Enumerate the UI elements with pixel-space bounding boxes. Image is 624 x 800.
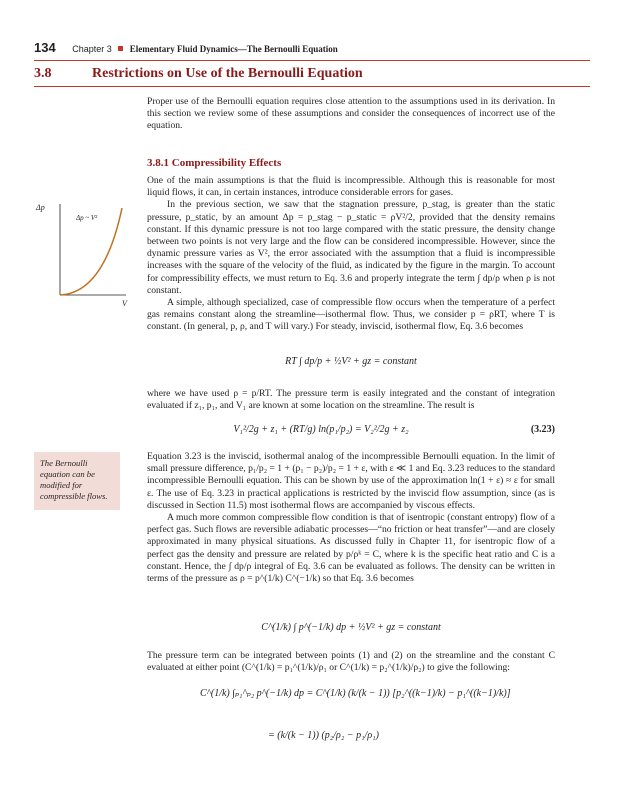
equation-3-23 xyxy=(147,424,555,435)
chapter-label: Chapter 3 xyxy=(72,44,112,54)
y-axis-label: Δp xyxy=(36,203,45,212)
section-heading xyxy=(34,66,363,82)
curve-label: Δp ~ V² xyxy=(76,214,98,222)
paragraph-3: A simple, although specialized, case of compressible flow occurs when the temperature of a perfect gas remains constant along the streamline—isothermal flow. Thus, we consider p = ρRT, where T is constant. (In general, p, ρ, and T will vary.) For steady, inviscid, isothermal flow, Eq. 3.6 becomes xyxy=(147,297,555,333)
equation-isentropic: C^(1/k) ∫ p^(−1/k) dp + ½V² + gz = constant xyxy=(261,622,441,633)
intro-paragraph: Proper use of the Bernoulli equation requires close attention to the assumptions used in its derivation. In this section we review some of these assumptions and consider the consequences of incorrect use of the equation. xyxy=(147,96,555,132)
section-rule xyxy=(34,86,590,87)
paragraph-5: Equation 3.23 is the inviscid, isothermal analog of the incompressible Bernoulli equation. In the limit of small pressure difference, p₁/p₂ = 1 + (p₁ − p₂)/p₂ = 1 + ε, with ε ≪ 1 and Eq. 3.23 reduces to the standard incompressible Bernoulli equation. This can be shown by use of the approximation ln(1 + ε) ≈ ε for small ε. The use of Eq. 3.23 in practical applications is restricted by the inviscid flow assumption, since (as is discussed in Section 11.5) most isothermal flows are accompanied by viscous effects. xyxy=(147,451,555,511)
paragraph-7: The pressure term can be integrated between points (1) and (2) on the streamline and the constant C evaluated at either point (C^(1/k) = p₁^(1/k)/ρ₁ or C^(1/k) = p₂^(1/k)/ρ₂) to give the following: xyxy=(147,650,555,674)
margin-figure xyxy=(34,198,134,310)
equation-integral: C^(1/k) ∫ₚ₁^ₚ₂ p^(−1/k) dp = C^(1/k) (k/(k − 1)) [p₂^((k−1)/k) − p₁^((k−1)/k)] xyxy=(200,688,511,699)
subsection-heading: 3.8.1 Compressibility Effects xyxy=(147,157,282,169)
page-number: 134 xyxy=(34,40,56,55)
body-block-4 xyxy=(147,650,555,674)
header-rule xyxy=(34,60,590,61)
paragraph-2: In the previous section, we saw that the stagnation pressure, p_stag, is greater than the static pressure, p_static, by an amount Δp = p_stag − p_static = ρV²/2, provided that the density remains constant. If this dynamic pressure is not too large compared with the static pressure, the density change between two points is not very large and the flow can be considered incompressible. However, since the dynamic pressure varies as V², the error associated with the assumption that a fluid is incompressible increases with the square of the velocity of the fluid, as indicated by the figure in the margin. To account for compressibility effects, we must return to Eq. 3.6 and properly integrate the term ∫ dp/ρ when ρ is not constant. xyxy=(147,199,555,296)
equation-label: (3.23) xyxy=(530,424,555,435)
paragraph-4: where we have used ρ = p/RT. The pressure term is easily integrated and the constant of integration evaluated if z₁, p₁, and V₁ are known at some location on the streamline. The result is xyxy=(147,388,555,412)
equation-isothermal: RT ∫ dp/p + ½V² + gz = constant xyxy=(285,356,417,367)
body-block-2 xyxy=(147,388,555,412)
section-title: Restrictions on Use of the Bernoulli Equation xyxy=(92,66,363,81)
paragraph-1: One of the main assumptions is that the fluid is incompressible. Although this is reasonable for most liquid flows, it can, in certain instances, introduce considerable errors for gases. xyxy=(147,175,555,199)
red-square-icon xyxy=(118,46,123,51)
chapter-title: Elementary Fluid Dynamics—The Bernoulli Equation xyxy=(129,44,338,54)
eq-323-left: V₁²/2g + z₁ + (RT/g) ln(p₁/p₂) xyxy=(233,424,353,435)
equation-result: = (k/(k − 1)) (p₂/ρ₂ − p₁/ρ₁) xyxy=(268,730,379,741)
section-number: 3.8 xyxy=(34,66,52,81)
running-head xyxy=(34,40,338,55)
body-block-1 xyxy=(147,175,555,334)
eq-323-right: = V₂²/2g + z₂ xyxy=(354,424,409,435)
body-block-3 xyxy=(147,451,555,585)
paragraph-6: A much more common compressible flow condition is that of isentropic (constant entropy) flow of a perfect gas. Such flows are reversible adiabatic processes—“no friction or heat transfer”—and are closely approximated in many physical situations. As discussed fully in Chapter 11, for isentropic flow of a perfect gas the density and pressure are related by p/ρᵏ = C, where k is the specific heat ratio and C is a constant. Hence, the ∫ dp/ρ integral of Eq. 3.6 can be evaluated as follows. The density can be written in terms of the pressure as ρ = p^(1/k) C^(−1/k) so that Eq. 3.6 becomes xyxy=(147,512,555,585)
x-axis-label: V xyxy=(122,299,127,308)
margin-note: The Bernoulli equation can be modified for compressible flows. xyxy=(34,452,120,510)
